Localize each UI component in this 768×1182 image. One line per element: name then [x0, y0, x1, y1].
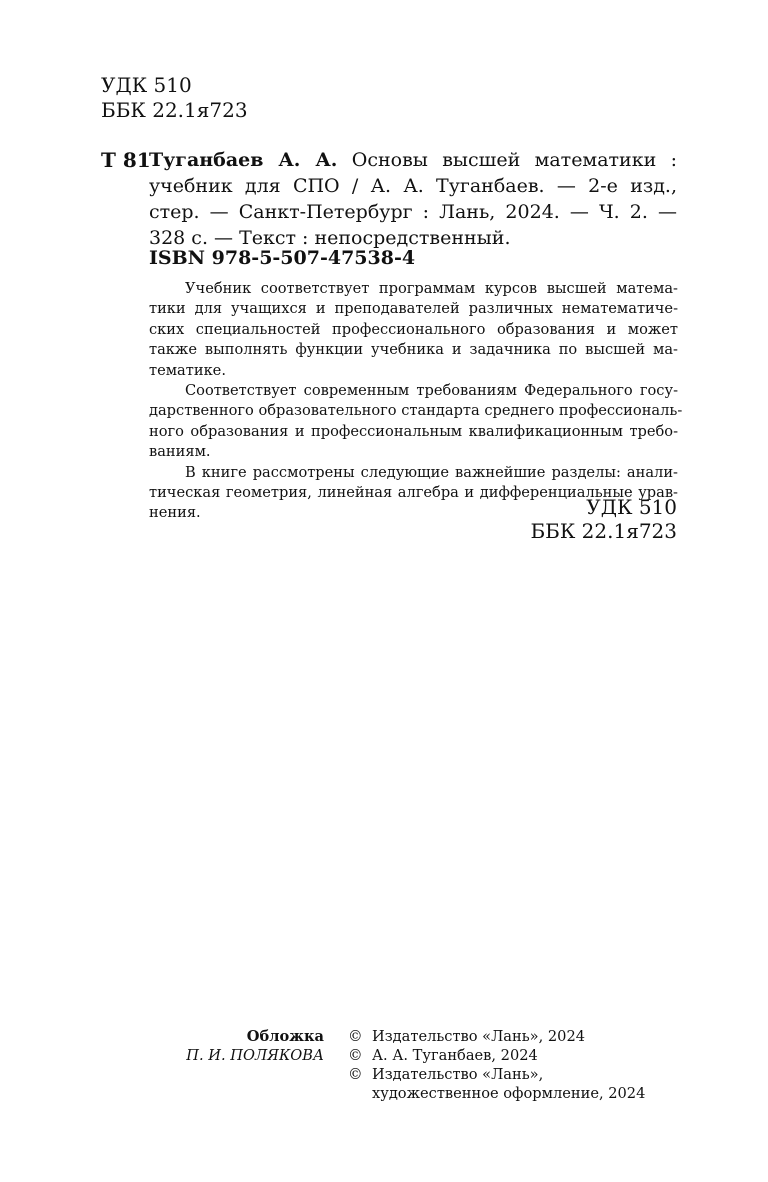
- copyright-icon: ©: [348, 1047, 363, 1064]
- biblio-title: Основы высшей математики :: [351, 149, 677, 171]
- biblio-author: Туганбаев А. А.: [149, 149, 338, 171]
- cover-designer: П. И. ПОЛЯКОВА: [186, 1047, 324, 1064]
- author-mark: Т 81: [101, 148, 151, 172]
- annotation-line: также выполнять функции учебника и задачника по высшей ма-: [149, 341, 678, 359]
- bbk-code: ББК 22.1я723: [530, 519, 677, 543]
- biblio-line-4: 328 с. — Текст : непосредственный.: [149, 227, 511, 249]
- copyright-icon: ©: [348, 1028, 363, 1045]
- copyright-item-continuation: [348, 1084, 688, 1103]
- isbn: ISBN 978-5-507-47538-4: [149, 247, 416, 269]
- biblio-line-3: стер. — Санкт-Петербург : Лань, 2024. — Ч. 2. —: [149, 201, 677, 223]
- copyright-text: Издательство «Лань»,: [372, 1066, 544, 1083]
- annotation-line: тическая геометрия, линейная алгебра и дифференциальные урав-: [149, 484, 678, 502]
- copyright-list: [348, 1027, 688, 1103]
- copyright-item: [348, 1065, 688, 1084]
- annotation-line: нения.: [149, 504, 201, 522]
- annotation-line: дарственного образовательного стандарта среднего профессиональ-: [149, 402, 683, 420]
- cover-label: Обложка: [246, 1028, 324, 1045]
- annotation-line: В книге рассмотрены следующие важнейшие разделы: анали-: [185, 463, 678, 481]
- annotation-line: Соответствует современным требованиям Федерального госу-: [185, 382, 678, 400]
- copyright-text: А. А. Туганбаев, 2024: [372, 1047, 538, 1064]
- biblio-line-2: учебник для СПО / А. А. Туганбаев. — 2-е изд.,: [149, 175, 677, 197]
- udk-bottom-block: [530, 495, 677, 543]
- bibliographic-record: [149, 147, 677, 251]
- udk-code: УДК 510: [101, 73, 192, 97]
- annotation-line: ного образования и профессиональным квалификационным требо-: [149, 422, 678, 440]
- copyright-text: художественное оформление, 2024: [372, 1085, 646, 1102]
- annotation-line: тики для учащихся и преподавателей различных нематематиче-: [149, 300, 678, 318]
- copyright-item: [348, 1046, 688, 1065]
- udk-top-block: [101, 73, 248, 123]
- annotation-line: ваниям.: [149, 443, 211, 461]
- bbk-code: ББК 22.1я723: [101, 98, 248, 122]
- annotation-line: тематике.: [149, 361, 226, 379]
- annotation-line: ских специальностей профессионального образования и может: [149, 320, 678, 338]
- copyright-icon: ©: [348, 1066, 363, 1083]
- copyright-text: Издательство «Лань», 2024: [372, 1028, 586, 1045]
- annotation: [149, 279, 683, 524]
- copyright-item: [348, 1027, 688, 1046]
- annotation-line: Учебник соответствует программам курсов высшей матема-: [185, 280, 678, 297]
- udk-code: УДК 510: [586, 495, 677, 519]
- cover-credit: [186, 1027, 324, 1065]
